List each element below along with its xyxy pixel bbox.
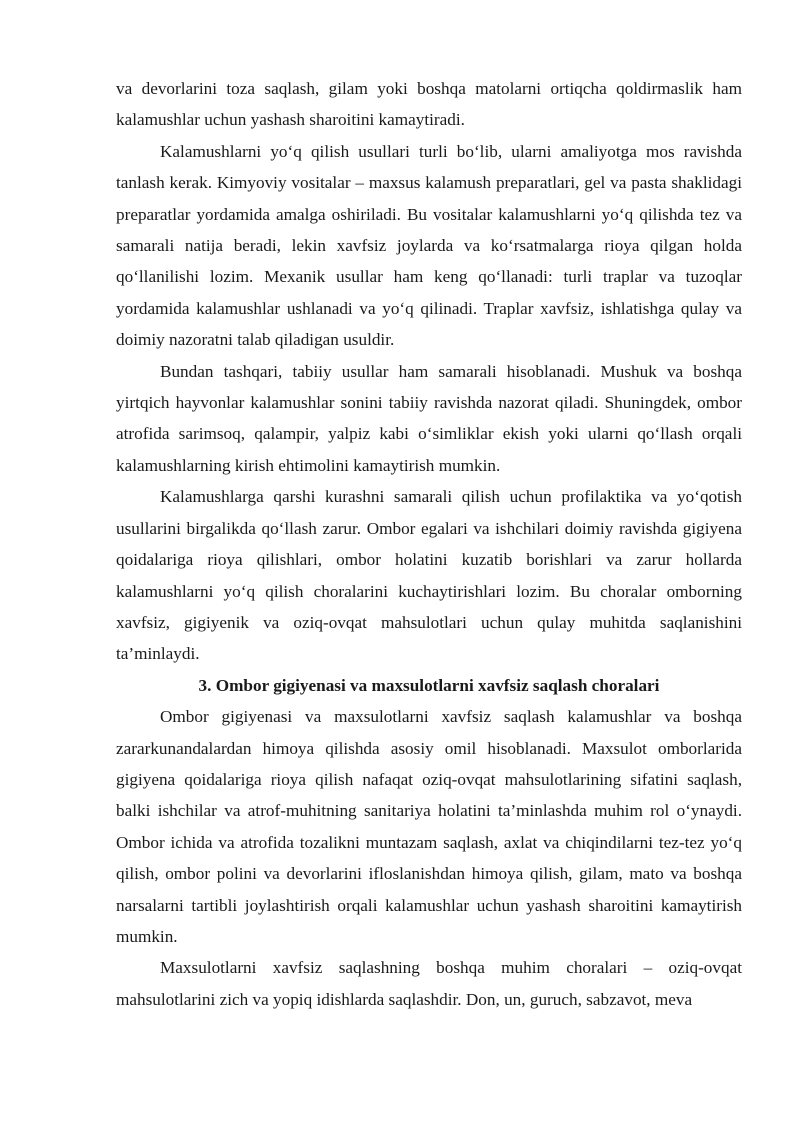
paragraph-continuation: va devorlarini toza saqlash, gilam yoki boshqa matolarni ortiqcha qoldirmaslik ham kalamushlar uchun yashash sharoitini kamaytiradi.: [116, 79, 742, 130]
section-heading: 3. Ombor gigiyenasi va maxsulotlarni xavfsiz saqlash choralari: [198, 675, 660, 695]
paragraph-warehouse-hygiene: Ombor gigiyenasi va maxsulotlarni xavfsiz saqlash kalamushlar va boshqa zararkunandalardan himoya qilishda asosiy omil hisoblanadi. Maxsulot omborlarida gigiyena qoidalariga rioya qilish nafaqat oziq-ovqat mahsulotlarining sifatini saqlash, balki ishchilar va atrof-muhitning sanitariya holatini ta’minlashda muhim rol o‘ynaydi. Ombor ichida va atrofida tozalikni muntazam saqlash, axlat va chiqindilarni tez-tez yo‘q qilish, ombor polini va devorlarini ifloslanishdan himoya qilish, gilam, mato va boshqa narsalarni tartibli joylashtirish orqali kalamushlar uchun yashash sharoitini kamaytirish mumkin.: [116, 707, 742, 946]
paragraph-natural-methods: Bundan tashqari, tabiiy usullar ham samarali hisoblanadi. Mushuk va boshqa yirtqich hayvonlar kalamushlar sonini tabiiy ravishda nazorat qiladi. Shuningdek, ombor atrofida sarimsoq, qalampir, yalpiz kabi o‘simliklar ekish yoki ularni qo‘llash orqali kalamushlarning kirish ehtimolini kamaytirish mumkin.: [116, 361, 742, 475]
paragraph-combined-control: Kalamushlarga qarshi kurashni samarali qilish uchun profilaktika va yo‘qotish usullarini birgalikda qo‘llash zarur. Ombor egalari va ishchilari doimiy ravishda gigiyena qoidalariga rioya qilishlari, ombor holatini kuzatib borishlari va zarur hollarda kalamushlarni yo‘q qilish choralarini kuchaytirishlari lozim. Bu choralar omborning xavfsiz, gigiyenik va oziq-ovqat mahsulotlari uchun qulay muhitda saqlanishini ta’minlaydi.: [116, 487, 742, 664]
paragraph-extermination-methods: Kalamushlarni yo‘q qilish usullari turli bo‘lib, ularni amaliyotga mos ravishda tanlash kerak. Kimyoviy vositalar – maxsus kalamush preparatlari, gel va pasta shaklidagi preparatlar yordamida amalga oshiriladi. Bu vositalar kalamushlarni yo‘q qilishda tez va samarali natija beradi, lekin xavfsiz joylarda va ko‘rsatmalarga rioya qilgan holda qo‘llanilishi lozim. Mexanik usullar ham keng qo‘llanadi: turli traplar va tuzoqlar yordamida kalamushlar ushlanadi va yo‘q qilinadi. Traplar xavfsiz, ishlatishga qulay va doimiy nazoratni talab qiladigan usuldir.: [116, 141, 742, 350]
paragraph-safe-storage: Maxsulotlarni xavfsiz saqlashning boshqa muhim choralari – oziq-ovqat mahsulotlarini zich va yopiq idishlarda saqlashdir. Don, un, guruch, sabzavot, meva: [116, 958, 742, 1009]
